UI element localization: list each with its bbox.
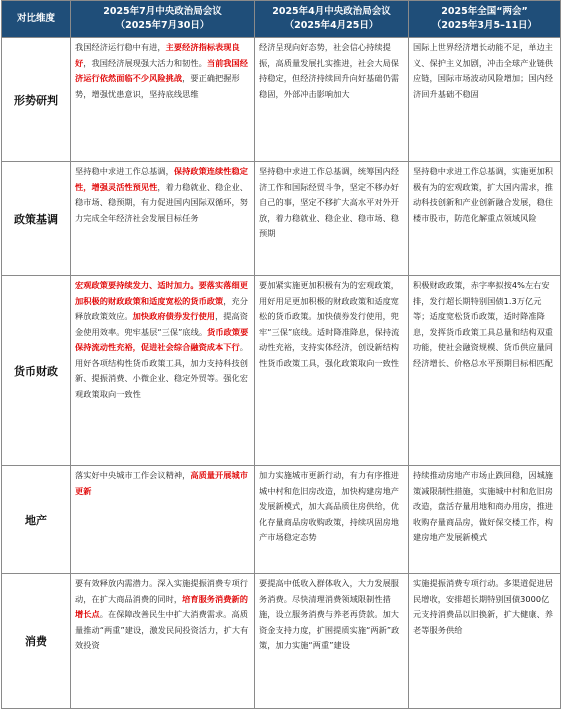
cell-two-sessions: 积极财政政策，赤字率拟按4%左右安排，发行超长期特别国债1.3万亿元等；适度宽松货币政策，适时降准降息，发挥货币政策工具总量和结构双重功能，使社会融资规模、货币供应量同经济增长、价格总水平预期目标相匹配 [409,276,561,466]
cell-text: 坚持稳中求进工作总基调， [75,166,174,176]
cell-text: 。用好各项结构性货币政策工具，加力支持科技创新、提振消费、小微企业、稳定外贸等。强化宏观政策取向一致性 [75,342,249,399]
cell-april-meeting: 加力实施城市更新行动，有力有序推进城中村和危旧房改造，加快构建房地产发展新模式，加大高品质住房供给，优化存量商品房收购政策，持续巩固房地产市场稳定态势 [255,466,409,574]
cell-two-sessions: 坚持稳中求进工作总基调，实施更加积极有为的宏观政策，扩大国内需求，推动科技创新和产业创新融合发展，稳住楼市股市，防范化解重点领域风险 [409,162,561,276]
cell-april-meeting: 经济呈现向好态势，社会信心持续提振，高质量发展扎实推进，社会大局保持稳定，但经济持续回升向好基础仍需稳固，外部冲击影响加大 [255,38,409,162]
table-row [2,466,561,574]
header-row [2,1,561,38]
highlight-text: 宏观政策要持续发力、适时加力。要落实落细更加积极的财政政策和适度宽松的货币政策 [75,280,248,306]
header-col2-title: 2025年4月中央政治局会议 [272,6,391,17]
header-col2 [255,1,409,38]
header-col1-date: （2025年7月30日） [115,20,210,31]
cell-april-meeting: 要加紧实施更加积极有为的宏观政策，用好用足更加积极的财政政策和适度宽松的货币政策。加快债券发行使用，兜牢“三保”底线。适时降准降息，保持流动性充裕，支持实体经济，创设新结构性货币政策工具，强化政策取向一致性 [255,276,409,466]
row-dimension: 消费 [2,574,71,709]
cell-text: ，充分释放政策效应。 [75,295,248,321]
table-row [2,162,561,276]
highlight-text: 当前我国经济运行依然面临不少风险挑战 [75,57,249,83]
highlight-text: 保持政策连续性稳定性，增强灵活性预见性 [75,166,248,192]
header-col3-title: 2025年全国“两会” [441,6,528,17]
cell-april-meeting: 坚持稳中求进工作总基调，统筹国内经济工作和国际经贸斗争，坚定不移办好自己的事，坚定不移扩大高水平对外开放，着力稳就业、稳企业、稳市场、稳预期 [255,162,409,276]
row-dimension: 政策基调 [2,162,71,276]
table-row [2,38,561,162]
cell-text: ，我国经济展现强大活力和韧性。 [83,57,207,68]
row-dimension: 形势研判 [2,38,71,162]
cell-text: 要有效释放内需潜力。深入实施提振消费专项行动，在扩大商品消费的同时， [75,578,248,604]
cell-two-sessions: 实施提振消费专项行动。多渠道促进居民增收，安排超长期特别国债3000亿元支持消费品以旧换新，扩大健康、养老等服务供给 [409,574,561,709]
cell-text: 落实好中央城市工作会议精神， [75,470,191,480]
cell-two-sessions: 持续推动房地产市场止跌回稳，因城施策减限制性措施，实施城中村和危旧房改造，盘活存量用地和商办用房，推进收购存量商品房，做好保交楼工作，构建房地产发展新模式 [409,466,561,574]
cell-july-meeting [71,574,255,709]
cell-july-meeting [71,466,255,574]
cell-text: ，提高资金使用效率。兜牢基层“三保”底线。 [75,311,249,337]
row-dimension: 货币财政 [2,276,71,466]
header-col1 [71,1,255,38]
cell-text: ，要正确把握形势，增强忧患意识，坚持底线思维 [75,73,240,99]
highlight-text: 主要经济指标表现良好 [75,42,240,68]
header-dimension: 对比维度 [2,1,71,38]
highlight-text: 高质量开展城市更新 [75,470,248,496]
highlight-text: 培育服务消费新的增长点 [75,593,248,619]
highlight-text: 加快政府债券发行使用 [132,311,216,321]
row-dimension: 地产 [2,466,71,574]
header-col3 [409,1,561,38]
table-row [2,574,561,709]
header-col2-date: （2025年4月25日） [284,20,379,31]
cell-text: 我国经济运行稳中有进， [75,42,166,52]
cell-two-sessions: 国际上世界经济增长动能不足，单边主义、保护主义加剧，冲击全球产业链供应链，国际市场波动风险增加；国内经济回升基础不稳固 [409,38,561,162]
cell-text: ，着力稳就业、稳企业、稳市场、稳预期，有力促进国内国际双循环，努力完成全年经济社会发展目标任务 [75,181,249,223]
cell-july-meeting [71,162,255,276]
comparison-table [1,0,561,709]
cell-april-meeting: 要提高中低收入群体收入，大力发展服务消费。尽快清理消费领域限制性措施，设立服务消费与养老再贷款。加大资金支持力度，扩围提质实施“两新”政策，加力实施“两重”建设 [255,574,409,709]
cell-july-meeting [71,38,255,162]
highlight-text: 货币政策要保持流动性充裕，促进社会综合融资成本下行 [75,326,249,352]
header-col1-title: 2025年7月中央政治局会议 [103,6,222,17]
table-row [2,276,561,466]
cell-text: 。在保障改善民生中扩大消费需求。高质量推动“两重”建设，激发民间投资活力，扩大有效投资 [75,609,249,650]
cell-july-meeting [71,276,255,466]
header-col3-date: （2025年3月5–11日） [431,20,538,31]
